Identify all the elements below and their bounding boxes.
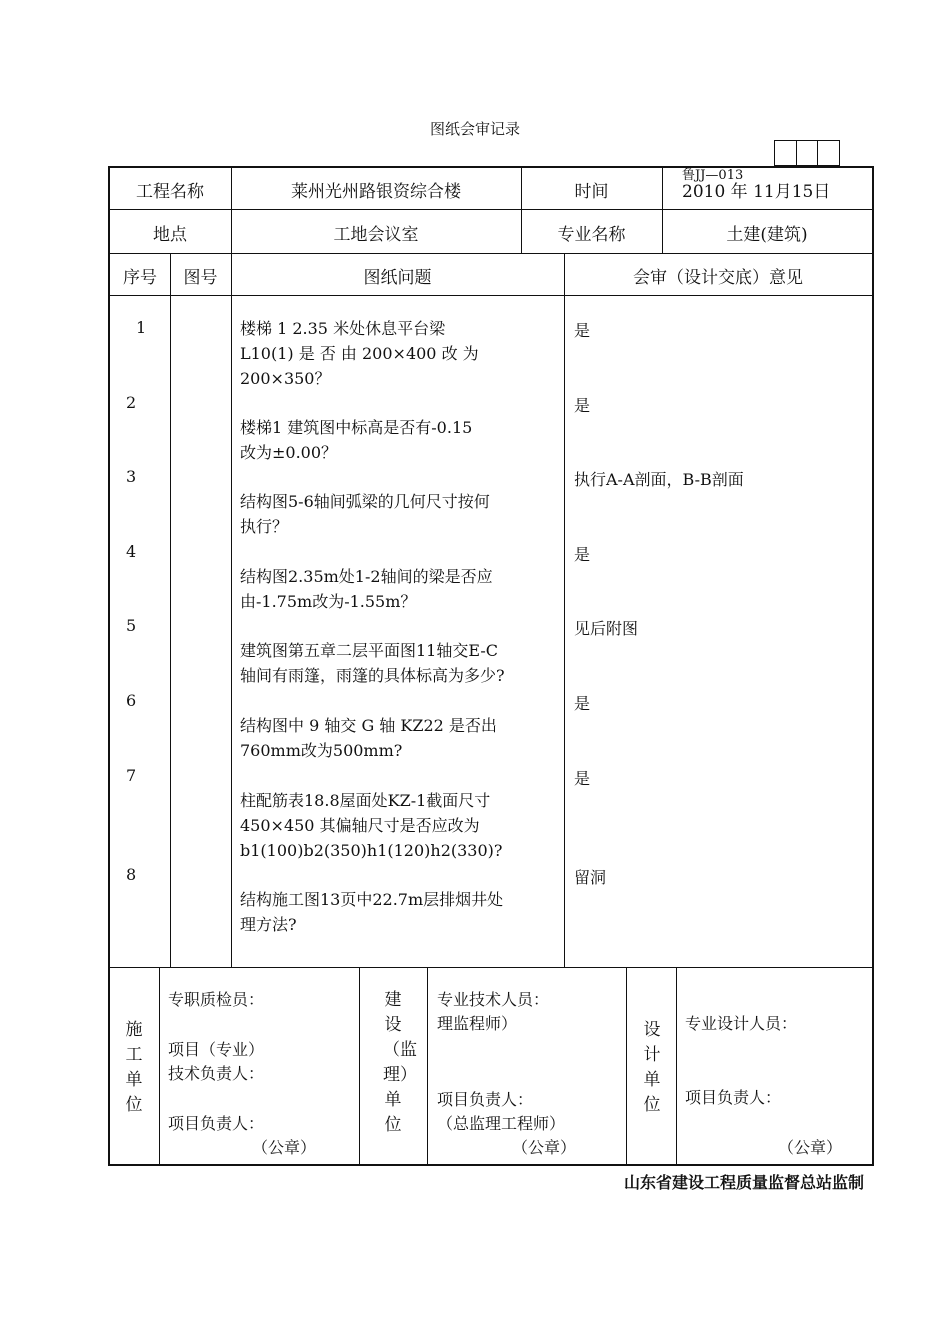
item-problem xyxy=(240,415,554,465)
item-no: 6 xyxy=(126,691,137,710)
owner-seal: （公章） xyxy=(512,1138,577,1157)
project-specialty-label: 项目（专业） xyxy=(168,1040,265,1059)
col-opinion: 会审（设计交底）意见 xyxy=(633,268,803,288)
item-problem xyxy=(240,788,554,863)
specialty-value: 土建(建筑) xyxy=(726,225,808,245)
project-leader-label: 项目负责人： xyxy=(168,1114,265,1133)
problem-line: 建筑图第五章二层平面图11轴交E-C xyxy=(240,641,498,660)
item-answer: 留洞 xyxy=(574,868,607,887)
col-drawing-no: 图号 xyxy=(183,268,218,288)
owner-supervisor-label: 理监程师） xyxy=(437,1014,518,1033)
problem-line: L10(1) 是 否 由 200×400 改 为 xyxy=(240,344,479,363)
col-problem: 图纸问题 xyxy=(363,268,432,288)
form-code: 鲁JJ—013 xyxy=(682,168,744,183)
design-project-leader-label: 项目负责人： xyxy=(685,1088,782,1107)
problem-line: 柱配筋表18.8屋面处KZ-1截面尺寸 xyxy=(240,791,491,810)
problem-line: 760mm改为500mm? xyxy=(240,741,403,760)
designer-label: 专业设计人员： xyxy=(685,1014,798,1033)
col-seq: 序号 xyxy=(123,268,157,288)
item-no: 3 xyxy=(126,467,137,486)
item-problem xyxy=(240,564,554,614)
owner-unit-label: 建设（监理）单位 xyxy=(383,990,417,1135)
item-problem xyxy=(240,887,554,937)
project-name-label: 工程名称 xyxy=(136,182,204,202)
owner-technician-label: 专业技术人员： xyxy=(437,990,550,1009)
problem-line: 理方法? xyxy=(240,915,297,934)
item-no: 8 xyxy=(126,865,137,884)
item-no: 7 xyxy=(126,766,137,785)
problem-line: 执行？ xyxy=(240,517,289,536)
problem-line: 200×350？ xyxy=(240,369,331,388)
item-answer: 是 xyxy=(574,694,591,713)
problem-line: 楼梯1 建筑图中标高是否有-0.15 xyxy=(240,418,473,437)
item-no: 4 xyxy=(126,542,137,561)
problem-line: 楼梯 1 2.35 米处休息平台梁 xyxy=(240,319,446,338)
item-problem xyxy=(240,713,554,763)
place-value: 工地会议室 xyxy=(333,225,419,245)
time-label: 时间 xyxy=(574,182,609,202)
item-problem xyxy=(240,638,554,688)
owner-project-leader-label: 项目负责人： xyxy=(437,1090,534,1109)
problem-line: 结构图2.35m处1-2轴间的梁是否应 xyxy=(240,567,493,586)
item-answer: 见后附图 xyxy=(574,619,639,638)
place-label: 地点 xyxy=(153,225,187,245)
design-unit-label: 设计单位 xyxy=(643,1020,661,1115)
problem-line: b1(100)b2(350)h1(120)h2(330)? xyxy=(240,841,503,860)
construction-unit-label: 施工单位 xyxy=(125,1020,143,1115)
problem-line: 由-1.75m改为-1.55m？ xyxy=(240,592,417,611)
problem-line: 450×450 其偏轴尺寸是否应改为 xyxy=(240,816,480,835)
footer-issuer: 山东省建设工程质量监督总站监制 xyxy=(623,1173,864,1192)
problem-line: 结构图5-6轴间弧梁的几何尺寸按何 xyxy=(240,492,490,511)
document-title: 图纸会审记录 xyxy=(429,120,520,138)
technical-leader-label: 技术负责人： xyxy=(168,1064,265,1083)
item-answer: 是 xyxy=(574,321,591,340)
quality-inspector-label: 专职质检员： xyxy=(168,990,265,1009)
item-answer: 是 xyxy=(574,396,591,415)
problem-line: 改为±0.00？ xyxy=(240,443,338,462)
code-boxes xyxy=(774,140,840,166)
item-answer: 是 xyxy=(574,545,591,564)
problem-line: 结构施工图13页中22.7m层排烟井处 xyxy=(240,890,504,909)
problem-line: 轴间有雨篷，雨篷的具体标高为多少? xyxy=(240,666,505,685)
item-no: 5 xyxy=(126,616,137,635)
project-name-value: 莱州光州路银资综合楼 xyxy=(291,182,461,202)
time-value: 2010 年 11月15日 xyxy=(682,182,831,202)
problem-line: 结构图中 9 轴交 G 轴 KZ22 是否出 xyxy=(240,716,497,735)
item-no: 2 xyxy=(126,393,137,412)
item-answer: 执行A-A剖面，B-B剖面 xyxy=(574,470,744,489)
specialty-label: 专业名称 xyxy=(557,225,626,245)
construction-seal: （公章） xyxy=(252,1138,317,1157)
design-seal: （公章） xyxy=(778,1138,843,1157)
chief-supervisor-label: （总监理工程师） xyxy=(437,1114,566,1133)
item-problem xyxy=(240,489,554,539)
item-answer: 是 xyxy=(574,769,591,788)
item-problem xyxy=(240,316,554,391)
item-no: 1 xyxy=(136,318,147,337)
